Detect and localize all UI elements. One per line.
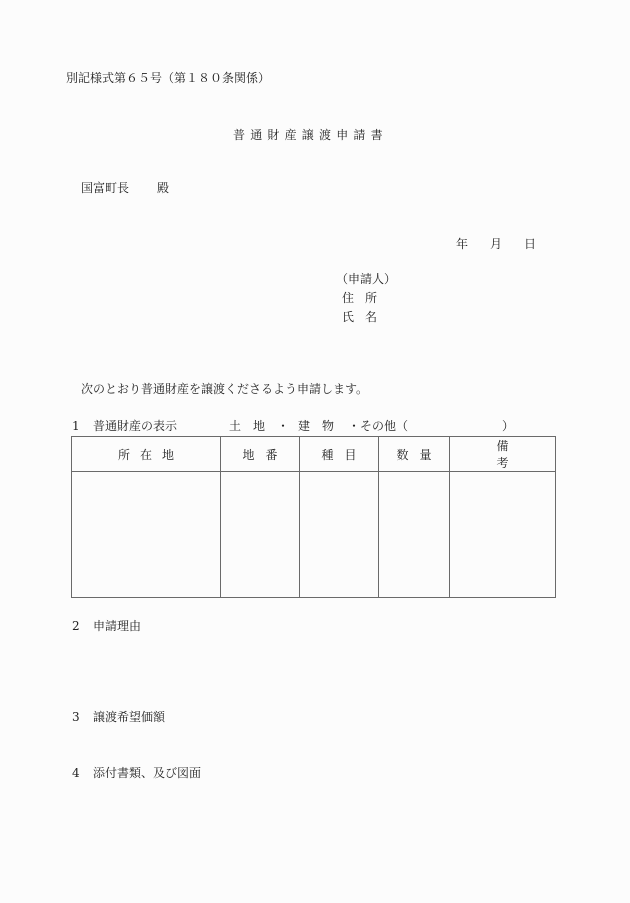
cell-remarks[interactable] <box>450 472 556 598</box>
type-option-other: ・その他（ <box>348 419 409 433</box>
cell-quantity[interactable] <box>379 472 450 598</box>
applicant-name-label: 氏名 <box>342 310 389 324</box>
type-option-land: 土 地 <box>229 419 266 433</box>
section-3-heading <box>72 710 165 724</box>
property-type-options <box>229 419 514 433</box>
applicant-block <box>336 272 396 329</box>
cell-location[interactable] <box>72 472 221 598</box>
date-month-label: 月 <box>490 237 503 251</box>
section-4-number: 4 <box>72 766 80 780</box>
type-option-building: 建 物 <box>298 419 335 433</box>
section-2-number: 2 <box>72 619 80 633</box>
addressee-name: 国富町長 <box>81 181 130 195</box>
column-header-quantity: 数量 <box>379 437 450 472</box>
section-1-number: 1 <box>72 419 80 433</box>
table-row <box>72 472 556 598</box>
date-day-label: 日 <box>524 237 537 251</box>
column-header-remarks: 備考 <box>450 437 556 472</box>
section-2-heading <box>72 619 141 633</box>
document-title: 普通財産譲渡申請書 <box>233 128 388 142</box>
table-header-row <box>72 437 556 472</box>
intro-text: 次のとおり普通財産を譲渡くださるよう申請します。 <box>81 382 369 396</box>
column-header-location: 所在地 <box>72 437 221 472</box>
property-table <box>71 436 556 598</box>
section-1-heading <box>72 419 177 433</box>
applicant-heading: （申請人） <box>336 272 397 286</box>
section-4-label: 添付書類、及び図面 <box>93 766 202 780</box>
type-option-other-close: ） <box>502 419 515 433</box>
applicant-address-label: 住所 <box>342 291 389 305</box>
addressee-honorific: 殿 <box>157 181 170 195</box>
section-4-heading <box>72 766 201 780</box>
section-1-label: 普通財産の表示 <box>93 419 178 433</box>
type-separator: ・ <box>277 419 290 433</box>
date-line <box>456 237 536 251</box>
section-3-label: 譲渡希望価額 <box>93 710 166 724</box>
addressee <box>81 181 169 195</box>
column-header-lot-number: 地番 <box>221 437 300 472</box>
cell-lot-number[interactable] <box>221 472 300 598</box>
section-2-label: 申請理由 <box>93 619 142 633</box>
cell-category[interactable] <box>300 472 379 598</box>
section-3-number: 3 <box>72 710 80 724</box>
form-number: 別記様式第６５号（第１８０条関係） <box>66 71 271 85</box>
column-header-category: 種目 <box>300 437 379 472</box>
date-year-label: 年 <box>456 237 469 251</box>
